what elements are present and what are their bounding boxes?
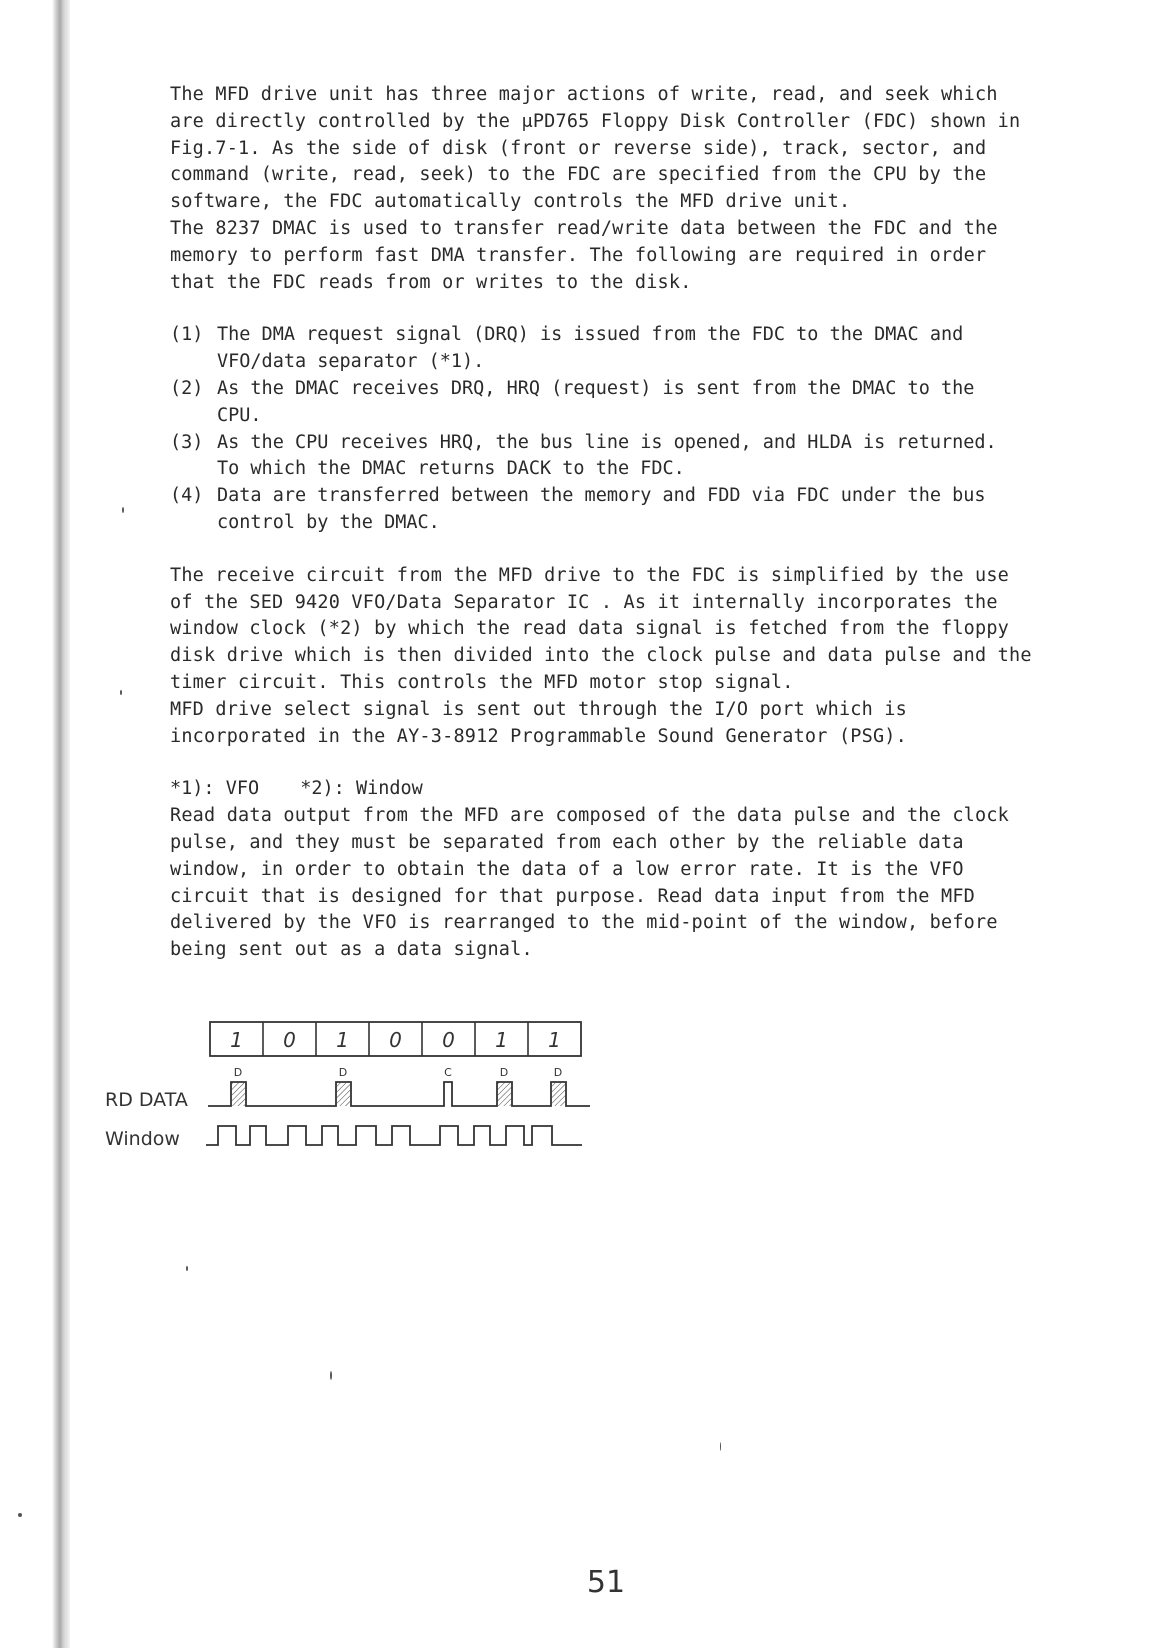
hatched-pulse <box>336 1082 351 1106</box>
scan-speck <box>186 1266 188 1271</box>
text-line: of the SED 9420 VFO/Data Separator IC . As it internally incorporates the <box>170 591 998 613</box>
hatched-pulse <box>551 1082 566 1106</box>
list-item <box>170 430 1070 484</box>
step-number: (3) <box>170 431 204 453</box>
text-line: disk drive which is then divided into the clock pulse and data pulse and the <box>170 645 1032 667</box>
scan-speck <box>330 1371 332 1380</box>
scan-speck <box>122 507 124 513</box>
bit-value: 1 <box>548 1028 561 1052</box>
text-line: incorporated in the AY-3-8912 Programmable Sound Generator (PSG). <box>170 725 907 747</box>
receive-circuit-paragraph <box>170 563 1070 751</box>
text-line: timer circuit. This controls the MFD motor stop signal. <box>170 671 794 693</box>
text-line: that the FDC reads from or writes to the disk. <box>170 271 692 293</box>
pulse-marker: D <box>233 1066 243 1079</box>
scan-speck <box>720 1442 721 1451</box>
text-line: command (write, read, seek) to the FDC are specified from the CPU by the <box>170 164 987 186</box>
vfo-paragraph <box>170 803 1070 964</box>
page-number: 51 <box>586 1565 626 1600</box>
footnote-window: *2): Window <box>300 778 423 800</box>
scan-speck <box>120 690 122 695</box>
marker-row <box>234 1066 562 1079</box>
window-label: Window <box>105 1128 180 1150</box>
text-line: Fig.7-1. As the side of disk (front or reverse side), track, sector, and <box>170 137 987 159</box>
text-line: As the CPU receives HRQ, the bus line is opened, and HLDA is returned. <box>217 431 997 453</box>
binding-shadow <box>0 0 70 1648</box>
text-line: window clock (*2) by which the read data signal is fetched from the floppy <box>170 618 1010 640</box>
rd-data-waveform <box>208 1082 590 1106</box>
text-line: pulse, and they must be separated from each other by the reliable data <box>170 831 964 853</box>
bit-cell-row <box>210 1022 581 1056</box>
step-number: (4) <box>170 485 204 507</box>
rd-data-label: RD DATA <box>105 1089 188 1111</box>
text-line: Data are transferred between the memory and FDD via FDC under the bus <box>217 485 986 507</box>
pulse-marker: D <box>553 1066 563 1079</box>
text-line: delivered by the VFO is rearranged to the mid-point of the window, before <box>170 912 998 934</box>
bit-value: 1 <box>336 1028 349 1052</box>
dma-steps-list <box>170 322 1070 536</box>
text-line: The DMA request signal (DRQ) is issued from the FDC to the DMAC and <box>217 324 964 346</box>
bit-value: 1 <box>230 1028 243 1052</box>
text-line: The receive circuit from the MFD drive to the FDC is simplified by the use <box>170 564 1010 586</box>
timing-diagram <box>105 1010 630 1160</box>
hatched-pulse <box>497 1082 512 1106</box>
text-line: CPU. <box>217 404 262 426</box>
text-line: circuit that is designed for that purpose. Read data input from the MFD <box>170 885 975 907</box>
text-line: MFD drive select signal is sent out through the I/O port which is <box>170 698 907 720</box>
text-line: window, in order to obtain the data of a low error rate. It is the VFO <box>170 858 964 880</box>
bit-value: 0 <box>389 1028 402 1052</box>
text-line: software, the FDC automatically controls the MFD drive unit. <box>170 191 851 213</box>
footnote-vfo: *1): VFO <box>170 778 260 800</box>
text-line: The 8237 DMAC is used to transfer read/write data between the FDC and the <box>170 217 998 239</box>
pulse-marker: C <box>444 1066 452 1079</box>
step-number: (2) <box>170 377 204 399</box>
step-number: (1) <box>170 324 204 346</box>
bit-value: 1 <box>495 1028 508 1052</box>
window-waveform <box>206 1126 582 1145</box>
bit-value: 0 <box>442 1028 455 1052</box>
document-page <box>170 82 1070 964</box>
text-line: control by the DMAC. <box>217 511 440 533</box>
scan-speck <box>18 1513 22 1517</box>
footnote-definitions <box>170 776 1070 803</box>
pulse-marker: D <box>499 1066 509 1079</box>
intro-paragraph <box>170 82 1070 296</box>
text-line: are directly controlled by the μPD765 Floppy Disk Controller (FDC) shown in <box>170 110 1021 132</box>
hatched-pulse <box>231 1082 246 1106</box>
bit-value: 0 <box>283 1028 296 1052</box>
text-line: Read data output from the MFD are composed of the data pulse and the clock <box>170 805 1010 827</box>
text-line: To which the DMAC returns DACK to the FDC. <box>217 458 685 480</box>
text-line: The MFD drive unit has three major actions of write, read, and seek which <box>170 84 998 105</box>
text-line: VFO/data separator (*1). <box>217 351 485 373</box>
list-item <box>170 483 1070 537</box>
text-line: memory to perform fast DMA transfer. The following are required in order <box>170 244 987 266</box>
text-line: As the DMAC receives DRQ, HRQ (request) is sent from the DMAC to the <box>217 377 975 399</box>
list-item <box>170 322 1070 376</box>
list-item <box>170 376 1070 430</box>
pulse-marker: D <box>338 1066 348 1079</box>
text-line: being sent out as a data signal. <box>170 939 533 961</box>
